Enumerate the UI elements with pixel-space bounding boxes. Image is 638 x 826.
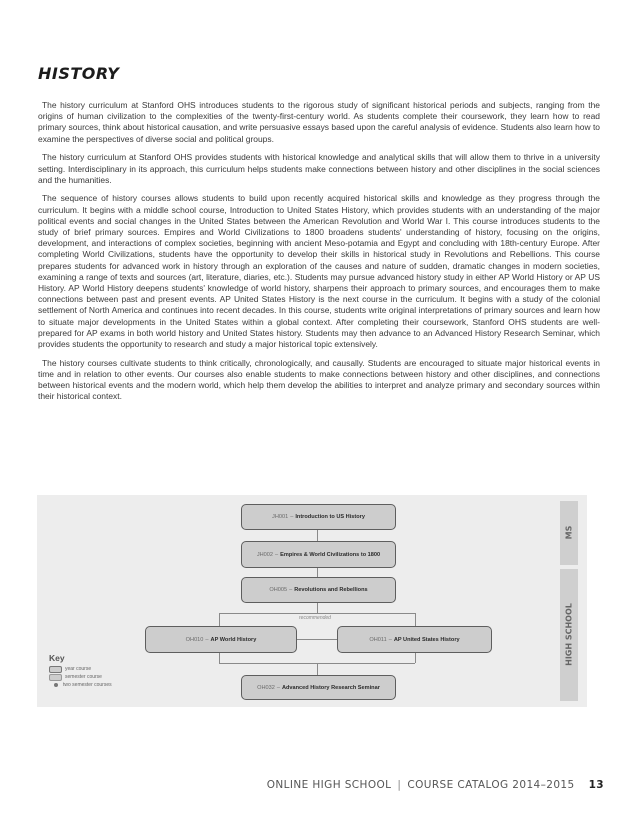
course-box-jh002 <box>241 541 396 568</box>
course-code: JH001 <box>272 514 289 520</box>
key-row-year <box>49 665 112 673</box>
footer-school: ONLINE HIGH SCHOOL <box>266 779 392 791</box>
page-number: 13 <box>588 779 604 791</box>
connector-left-down <box>219 653 220 663</box>
course-box-oh005 <box>241 577 396 603</box>
ms-section-label: MS <box>564 525 574 540</box>
hs-section-label: HIGH SCHOOL <box>564 603 574 666</box>
diagram-key <box>49 653 112 689</box>
course-code: OH010 <box>185 636 204 643</box>
paragraph-sequence: The sequence of history courses allows students to build upon recently acquired historical skills and knowledge as they progress through the curriculum. It begins with a middle school course, Introduction to United States History, which provides students with an understanding of the major political events and social changes in the United States between the American Revolution and World War I. This course introduces students to the study of brief primary sources. Empires and World Civilizations to 1800 broadens students' understanding of history, focusing on the origins, development, and interactions of complex societies, beginning with ancient Meso-potamia and Egypt and concluding with 18th-century Europe. After completing World Civilizations, students have the opportunity to develop their skills in historical study in Revolutions and Rebellions. This course prepares students for advanced work in history through an exploration of the causes and nature of sudden, dramatic changes in modern societies, examining a range of texts and sources (art, literature, diaries, etc.). Students may pursue advanced history study in either AP World History or AP US History. AP World History deepens students' knowledge of world history, sharpens their approach to primary sources, and encourages them to make connections between past and present events. AP United States History is the next course in the curriculum. It begins with a study of the colonial settlement of North America and continues into recent decades. In this course, students write original interpretations of primary sources and learn how to situate major developments in the United States within a global context. After completing their coursework, Stanford OHS students are well-prepared for AP exams in both world history and United States history. Students may then advance to an Advanced History Research Seminar, which provides students the opportunity to research and study a major historical topic extensively. <box>38 193 600 350</box>
connector-to-oh032 <box>317 663 318 675</box>
paragraph-intro: The history curriculum at Stanford OHS introduces students to the rigorous study of significant historical periods and subjects, ranging from the origins of human civilization to the complexities of the twenty-first-century world. As students complete their coursework, they learn how to read primary sources, think about historical causation, and write persuasive essays based upon the careful analysis of evidence. Students also learn how to examine the perspectives of diverse social and political groups. <box>38 100 600 144</box>
connector-oh005-split <box>317 603 318 613</box>
paragraph-cultivate: The history courses cultivate students to think critically, chronologically, and causally. Students are encouraged to situate major historical events in time and in relation to other events. Our courses also enable students to make connections between history and other disciplines, and connections between historical events and the modern world, which help them develop the abilities to interpret and analyze primary and secondary sources within their historical context. <box>38 357 600 402</box>
recommended-label: recommended <box>299 615 331 621</box>
paragraph-university: The history curriculum at Stanford OHS provides students with historical knowledge and analytical skills that will allow them to thrive in a university setting. Interdisciplinary in its approach, this curriculum helps students make connections between history and other disciplines in the social sciences and the humanities. <box>38 152 600 185</box>
course-box-jh001 <box>241 504 396 530</box>
course-code: OH005 <box>269 587 288 593</box>
course-name: Revolutions and Rebellions <box>294 587 368 593</box>
connector-to-oh010 <box>219 613 220 627</box>
footer-separator: | <box>397 779 402 791</box>
page-footer <box>267 779 604 791</box>
course-name: Introduction to US History <box>295 514 365 520</box>
course-sequence-diagram <box>37 495 587 707</box>
key-row-semester <box>49 673 112 681</box>
body-text <box>38 100 600 410</box>
course-dash: – <box>205 636 209 643</box>
connector-jh002-oh005 <box>317 568 318 577</box>
course-box-oh011 <box>337 626 492 653</box>
course-code: JH002 <box>256 551 274 558</box>
connector-split <box>219 613 415 614</box>
course-name: AP United States History <box>393 636 460 643</box>
key-year-label: year course <box>65 666 92 672</box>
course-name: AP World History <box>210 636 257 643</box>
course-code: OH011 <box>369 636 387 643</box>
course-name: Advanced History Research Seminar <box>281 684 380 691</box>
section-heading: HISTORY <box>38 64 120 83</box>
course-dash: – <box>275 551 279 558</box>
footer-catalog: COURSE CATALOG 2014–2015 <box>407 779 575 791</box>
bullet-icon <box>54 683 58 687</box>
course-dash: – <box>290 514 294 520</box>
course-name: Empires & World Civilizations to 1800 <box>280 551 381 558</box>
connector-jh001-jh002 <box>317 530 318 541</box>
semester-course-swatch <box>49 674 62 681</box>
course-dash: – <box>289 587 293 593</box>
connector-oh010-oh011 <box>297 639 337 640</box>
year-course-swatch <box>49 666 62 673</box>
key-row-two-semester <box>49 681 112 689</box>
key-semester-label: semester course <box>65 674 102 680</box>
course-box-oh010 <box>145 626 297 653</box>
key-two-semester-label: two semester courses <box>63 682 112 688</box>
course-box-oh032 <box>241 675 396 700</box>
key-title: Key <box>49 653 65 663</box>
course-code: OH032 <box>257 684 275 691</box>
course-dash: – <box>276 684 280 691</box>
course-dash: – <box>388 636 392 643</box>
connector-right-down <box>415 653 416 663</box>
connector-to-oh011 <box>415 613 416 627</box>
